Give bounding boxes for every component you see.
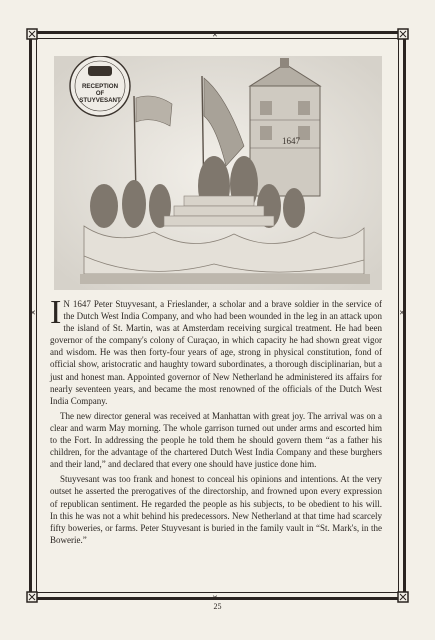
emblem-line-2: OF (95, 91, 105, 97)
corner-ornament-icon (26, 28, 38, 40)
border-motif-icon: ✕ (30, 309, 36, 317)
float-photograph (54, 56, 382, 290)
paragraph-3: Stuyvesant was too frank and honest to conceal his opinions and intentions. At the very outset he asserted the prerogatives of the directorship, and frowned upon every expression of republican sentiment. He regarded the people as his subjects, to be obedient to his will. In this he was not a whit behind his predecessors. New Netherland at that time had scarcely fifty boweries, or farms. Peter Stuyvesant is buried in the family vault in “St. Mark's, in the Bowerie.” (50, 474, 382, 545)
emblem-line-3: STUYVESANT (79, 97, 121, 104)
paragraph-1-text: N 1647 Peter Stuyvesant, a Frieslander, a scholar and a brave soldier in the service of the Dutch West India Company, and who had been wounded in the leg in an attack upon the island of St. Martin, was at Amsterdam receiving surgical treatment. He had been governor of the company's colony of Curaçao, in which capacity he had shown great vigor and wisdom. He was then forty-four years of age, strong in physical constitution, fond of official show, aristocratic and haughty toward subordinates, a thorough disciplinarian, but a just and honest man. Appointed governor of New Netherland he administered its affairs for nearly seventeen years, and became the most renowned of the officials of the Dutch West India Company. (50, 299, 382, 406)
article-body (50, 294, 382, 549)
border-motif-icon: ✕ (399, 309, 405, 317)
emblem-line-1: RECEPTION (81, 83, 119, 90)
paragraph-1 (50, 294, 382, 407)
corner-ornament-icon (397, 28, 409, 40)
drop-cap: I (50, 294, 62, 331)
paragraph-2: The new director general was received at Manhattan with great joy. The arrival was on a clear and warm May morning. The whole garrison turned out under arms and escorted him to the Fort. In addressing the people he told them he should govern them “as a father his children, for the advantage of the chartered Dutch West India Company and these burghers and their land,” and declared that every one should have justice done him. (50, 410, 382, 470)
border-motif-icon: ✕ (212, 31, 218, 39)
border-motif-icon: ✕ (212, 594, 218, 602)
page-number: 25 (213, 602, 222, 611)
building-date: 1647 (282, 136, 300, 146)
